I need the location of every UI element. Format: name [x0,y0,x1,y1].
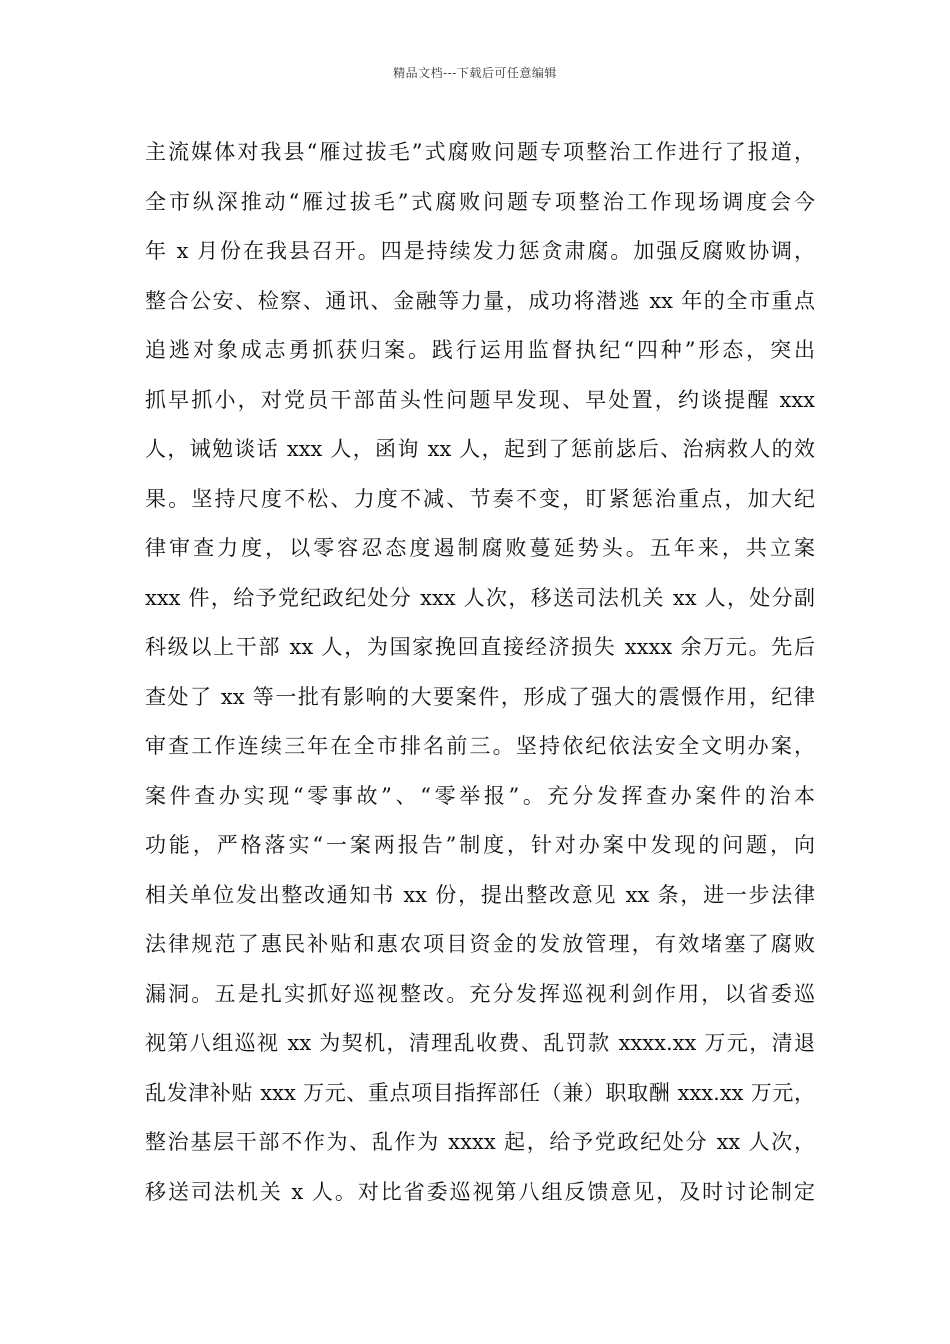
text-line: 追逃对象成志勇抓获归案。践行运用监督执纪“四种”形态，突出 [145,338,815,362]
text-line: 案件查办实现“零事故”、“零举报”。充分发挥查办案件的治本 [145,783,815,808]
text-line: 功能，严格落实“一案两报告”制度，针对办案中发现的问题，向 [145,833,815,857]
text-line: 移送司法机关 x 人。对比省委巡视第八组反馈意见，及时讨论制定 [145,1179,815,1204]
text-line: 科级以上干部 xx 人，为国家挽回直接经济损失 xxxx 余万元。先后 [145,635,815,659]
text-line: 律审查力度，以零容忍态度遏制腐败蔓延势头。五年来，共立案 [145,536,815,560]
text-line: 年 x 月份在我县召开。四是持续发力惩贪肃腐。加强反腐败协调， [145,239,815,263]
text-line: 漏洞。五是扎实抓好巡视整改。充分发挥巡视利剑作用，以省委巡 [145,981,815,1006]
text-line: 果。坚持尺度不松、力度不减、节奏不变，盯紧惩治重点，加大纪 [145,486,815,511]
text-line: 查处了 xx 等一批有影响的大要案件，形成了强大的震慑作用，纪律 [145,684,815,709]
text-line: 全市纵深推动“雁过拔毛”式腐败问题专项整治工作现场调度会今 [145,189,815,214]
page-header: 精品文档---下载后可任意编辑 [393,66,557,80]
text-line: 主流媒体对我县“雁过拔毛”式腐败问题专项整治工作进行了报道， [145,140,815,164]
text-line: 法律规范了惠民补贴和惠农项目资金的发放管理，有效堵塞了腐败 [145,932,815,956]
text-line: 视第八组巡视 xx 为契机，清理乱收费、乱罚款 xxxx.xx 万元，清退 [145,1031,815,1055]
text-line: 人，诫勉谈话 xxx 人，函询 xx 人，起到了惩前毖后、治病救人的效 [145,437,815,461]
body-paragraph [145,128,815,1217]
text-line: 抓早抓小，对党员干部苗头性问题早发现、早处置，约谈提醒 xxx [145,387,815,412]
text-line: xxx 件，给予党纪政纪处分 xxx 人次，移送司法机关 xx 人，处分副 [145,585,815,610]
text-line: 审查工作连续三年在全市排名前三。坚持依纪依法安全文明办案， [145,734,815,758]
text-line: 乱发津补贴 xxx 万元、重点项目指挥部任（兼）职取酬 xxx.xx 万元， [145,1080,815,1105]
text-line: 整治基层干部不作为、乱作为 xxxx 起，给予党政纪处分 xx 人次， [145,1130,815,1154]
text-line: 整合公安、检察、通讯、金融等力量，成功将潜逃 xx 年的全市重点 [145,288,815,313]
text-line: 相关单位发出整改通知书 xx 份，提出整改意见 xx 条，进一步法律 [145,882,815,907]
